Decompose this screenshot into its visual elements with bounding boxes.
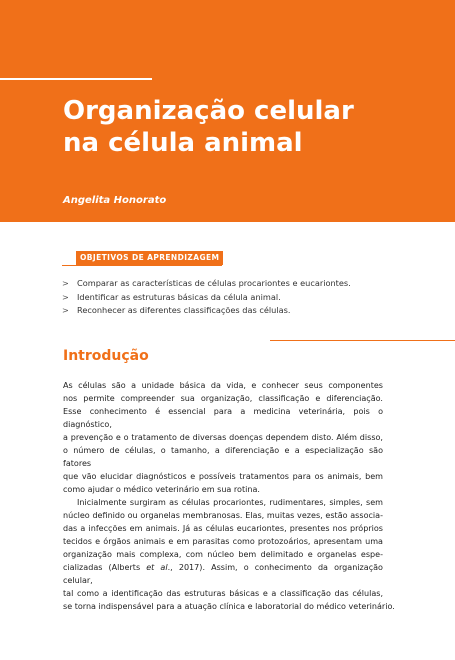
chevron-right-icon: > xyxy=(62,305,69,315)
section-accent-rule xyxy=(270,340,455,341)
paragraph-line: Inicialmente surgiram as células procariontes, rudimentares, simples, sem xyxy=(77,498,383,507)
citation-et-al: et al xyxy=(146,563,168,572)
section-heading-introducao: Introdução xyxy=(63,348,149,364)
chapter-title-line-1: Organização celular xyxy=(63,96,354,126)
chapter-header-banner xyxy=(0,0,455,222)
chevron-right-icon: > xyxy=(62,278,69,288)
objective-item: > Reconhecer as diferentes classificações das células. xyxy=(62,304,351,318)
paragraph-line: que vão elucidar diagnósticos e possíveis tratamentos para os animais, bem xyxy=(63,472,383,481)
objectives-label: OBJETIVOS DE APRENDIZAGEM xyxy=(76,251,223,265)
objectives-rule xyxy=(62,265,222,266)
paragraph-line: Esse conhecimento é essencial para a medicina veterinária, pois o diagnóstico, xyxy=(63,407,383,429)
objective-item: > Identificar as estruturas básicas da célula animal. xyxy=(62,291,351,305)
chevron-right-icon: > xyxy=(62,291,69,302)
chapter-title-line-2: na célula animal xyxy=(63,128,303,158)
chapter-title xyxy=(63,95,443,159)
paragraph-line: como ajudar o médico veterinário em sua rotina. xyxy=(63,485,260,494)
paragraph-line: das a infecções em animais. Já as células eucariontes, presentes nos próprios xyxy=(63,524,383,533)
paragraph-line: núcleo definido ou organelas membranosas. Elas, muitas vezes, estão associa- xyxy=(63,511,383,520)
paragraph-line-citation: cializadas (Alberts et al., 2017). Assim, o conhecimento da organização celular, xyxy=(63,563,383,585)
paragraph-line: organização mais complexa, com núcleo bem delimitado e organelas espe- xyxy=(63,550,383,559)
paragraph-line: tal como a identificação das estruturas básicas e a classificação das células, xyxy=(63,589,383,598)
header-accent-rule xyxy=(0,78,152,80)
paragraph-line: o número de células, o tamanho, a diferenciação e a especialização são fatores xyxy=(63,446,383,468)
paragraph-line: tecidos e órgãos animais e em parasitas como protozoários, apresentam uma xyxy=(63,537,383,546)
paragraph-line: a prevenção e o tratamento de diversas doenças dependem disto. Além disso, xyxy=(63,433,383,442)
author-name: Angelita Honorato xyxy=(63,195,167,206)
paragraph-line: nos permite compreender sua organização, classificação e diferenciação. xyxy=(63,394,383,403)
paragraph-line: se torna indispensável para a atuação clínica e laboratorial do médico veterinário. xyxy=(63,602,395,611)
paragraph-line: As células são a unidade básica da vida, e conhecer seus componentes xyxy=(63,381,383,390)
objectives-list xyxy=(62,277,351,318)
intro-body-text xyxy=(63,379,395,613)
objective-item: > Comparar as características de células procariontes e eucariontes. xyxy=(62,277,351,291)
